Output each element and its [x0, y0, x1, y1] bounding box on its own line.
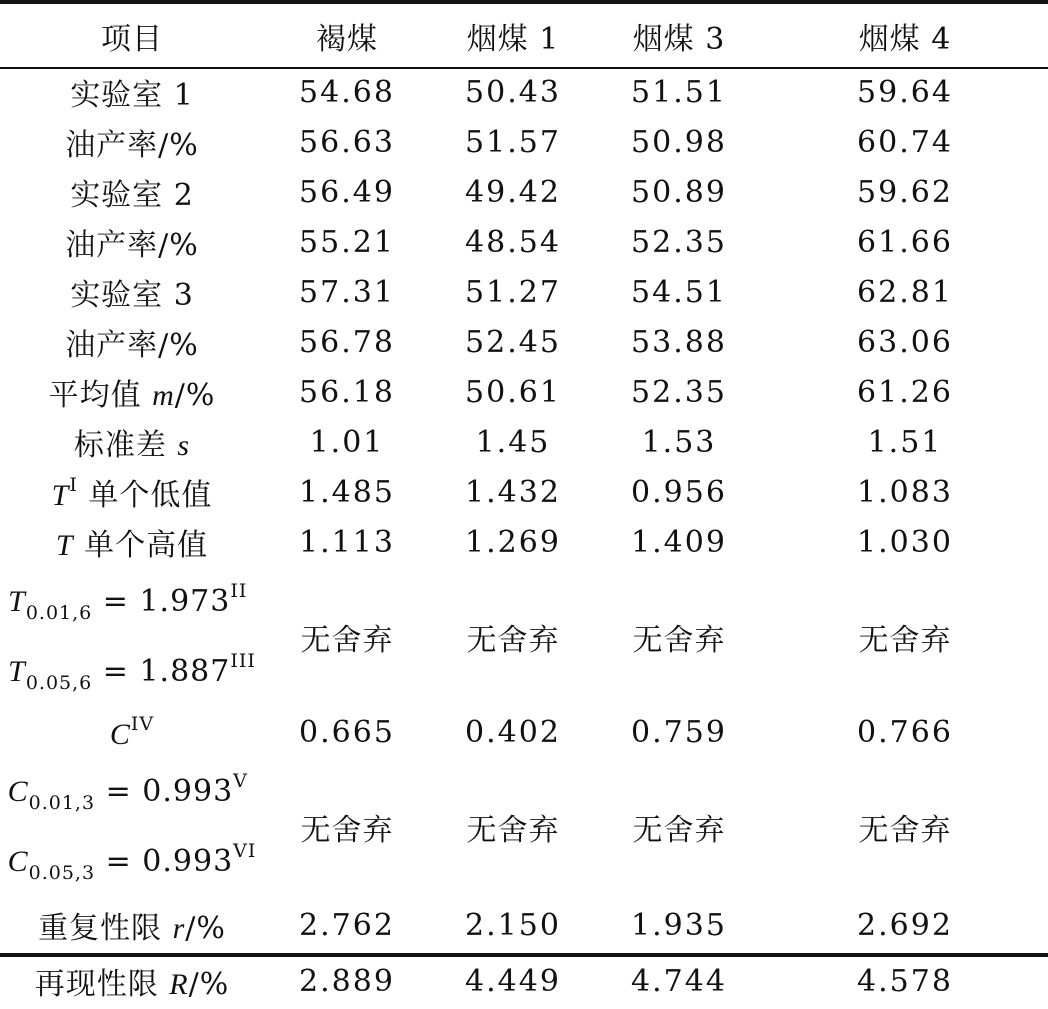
- row-label: $C^{IV}$: [109, 712, 155, 751]
- table-cell: 无舍弃: [632, 813, 726, 848]
- header-lignite: 褐煤: [316, 21, 378, 57]
- table-cell: 54.68: [299, 74, 395, 110]
- table-cell: 1.083: [857, 474, 953, 510]
- table-cell: 1.935: [631, 907, 727, 943]
- table-row: [0, 467, 1048, 517]
- table-cell: 无舍弃: [858, 623, 952, 658]
- table-cell: 2.150: [465, 907, 561, 943]
- header-bituminous-3: 烟煤 3: [632, 21, 726, 57]
- table-row: [0, 953, 1048, 1009]
- table-cell: 0.766: [857, 714, 953, 750]
- table-cell: 63.06: [857, 324, 953, 360]
- table-row: [0, 317, 1048, 367]
- table-cell: 59.64: [857, 74, 953, 110]
- table-cell: 1.51: [867, 424, 943, 460]
- table-cell: 0.402: [465, 714, 561, 750]
- row-label: T 单个高值: [55, 528, 209, 563]
- critical-value-line: $C_{0.01,3} = 0.993^V$: [7, 770, 248, 814]
- row-label: $T^I$ 单个低值: [51, 474, 213, 513]
- row-label: 标准差 s: [73, 428, 191, 463]
- row-label: 油产率/%: [65, 228, 199, 263]
- table-cell: 0.759: [631, 714, 727, 750]
- table-cell: 4.578: [857, 963, 953, 999]
- table-cell: 57.31: [299, 274, 395, 310]
- table-cell: 1.409: [631, 524, 727, 560]
- table-cell: 52.35: [631, 224, 727, 260]
- header-item: 项目: [101, 21, 163, 57]
- row-label: 重复性限 r/%: [38, 911, 226, 946]
- table-cell: 2.692: [857, 907, 953, 943]
- table-cell: 1.269: [465, 524, 561, 560]
- table-row: [0, 367, 1048, 417]
- table-cell: 4.744: [631, 963, 727, 999]
- table-cell: 49.42: [465, 174, 561, 210]
- row-label: [0, 567, 264, 707]
- table-cell: 50.98: [631, 124, 727, 160]
- table-cell: 56.78: [299, 324, 395, 360]
- table-cell: 52.35: [631, 374, 727, 410]
- header-bituminous-1: 烟煤 1: [466, 21, 560, 57]
- table-row: [0, 517, 1048, 567]
- table-cell: 59.62: [857, 174, 953, 210]
- table-row: [0, 417, 1048, 467]
- table-cell: 无舍弃: [466, 623, 560, 658]
- table-row: [0, 707, 1048, 757]
- critical-value-line: $C_{0.05,3} = 0.993^{VI}$: [7, 840, 257, 884]
- critical-value-line: $T_{0.05,6} = 1.887^{III}$: [8, 650, 256, 694]
- header-bituminous-4: 烟煤 4: [858, 21, 952, 57]
- row-label: 平均值 m/%: [48, 378, 216, 413]
- table-cell: 1.01: [309, 424, 385, 460]
- table-cell: 60.74: [857, 124, 953, 160]
- table-cell: 0.956: [631, 474, 727, 510]
- row-label: 实验室 3: [70, 278, 194, 313]
- table-cell: 无舍弃: [300, 813, 394, 848]
- table-row: [0, 267, 1048, 317]
- table-cell: 2.762: [299, 907, 395, 943]
- table-row: [0, 117, 1048, 167]
- table-cell: 1.485: [299, 474, 395, 510]
- table-cell: 1.53: [641, 424, 717, 460]
- table-cell: 51.27: [465, 274, 561, 310]
- row-label: 实验室 2: [70, 178, 194, 213]
- table-row: [0, 167, 1048, 217]
- table-header-row: [0, 4, 1048, 67]
- table-row: [0, 897, 1048, 953]
- row-label: [0, 757, 264, 897]
- table-cell: 53.88: [631, 324, 727, 360]
- table-cell: 48.54: [465, 224, 561, 260]
- table-cell: 61.66: [857, 224, 953, 260]
- table-row: [0, 757, 1048, 897]
- table-cell: 54.51: [631, 274, 727, 310]
- table-cell: 56.63: [299, 124, 395, 160]
- table-row: [0, 567, 1048, 707]
- table-cell: 55.21: [299, 224, 395, 260]
- row-label: 实验室 1: [70, 78, 194, 113]
- table-row: [0, 67, 1048, 117]
- table-cell: 50.61: [465, 374, 561, 410]
- table-cell: 4.449: [465, 963, 561, 999]
- critical-values: [8, 757, 257, 897]
- table-row: [0, 217, 1048, 267]
- table-cell: 1.45: [475, 424, 551, 460]
- row-label: 再现性限 R/%: [34, 967, 230, 1002]
- results-table: [0, 4, 1048, 1009]
- table-cell: 无舍弃: [300, 623, 394, 658]
- row-label: 油产率/%: [65, 128, 199, 163]
- table-cell: 0.665: [299, 714, 395, 750]
- table-cell: 62.81: [857, 274, 953, 310]
- table-cell: 50.89: [631, 174, 727, 210]
- table-cell: 2.889: [299, 963, 395, 999]
- row-label: 油产率/%: [65, 328, 199, 363]
- table-cell: 52.45: [465, 324, 561, 360]
- table-cell: 无舍弃: [858, 813, 952, 848]
- table-cell: 51.57: [465, 124, 561, 160]
- table-cell: 56.18: [299, 374, 395, 410]
- table-cell: 无舍弃: [632, 623, 726, 658]
- critical-value-line: $T_{0.01,6} = 1.973^{II}$: [8, 580, 248, 624]
- table-cell: 51.51: [631, 74, 727, 110]
- table-cell: 56.49: [299, 174, 395, 210]
- table-cell: 50.43: [465, 74, 561, 110]
- table-cell: 1.113: [299, 524, 395, 560]
- critical-values: [8, 567, 256, 707]
- table-cell: 1.030: [857, 524, 953, 560]
- table-cell: 1.432: [465, 474, 561, 510]
- table-cell: 61.26: [857, 374, 953, 410]
- table-cell: 无舍弃: [466, 813, 560, 848]
